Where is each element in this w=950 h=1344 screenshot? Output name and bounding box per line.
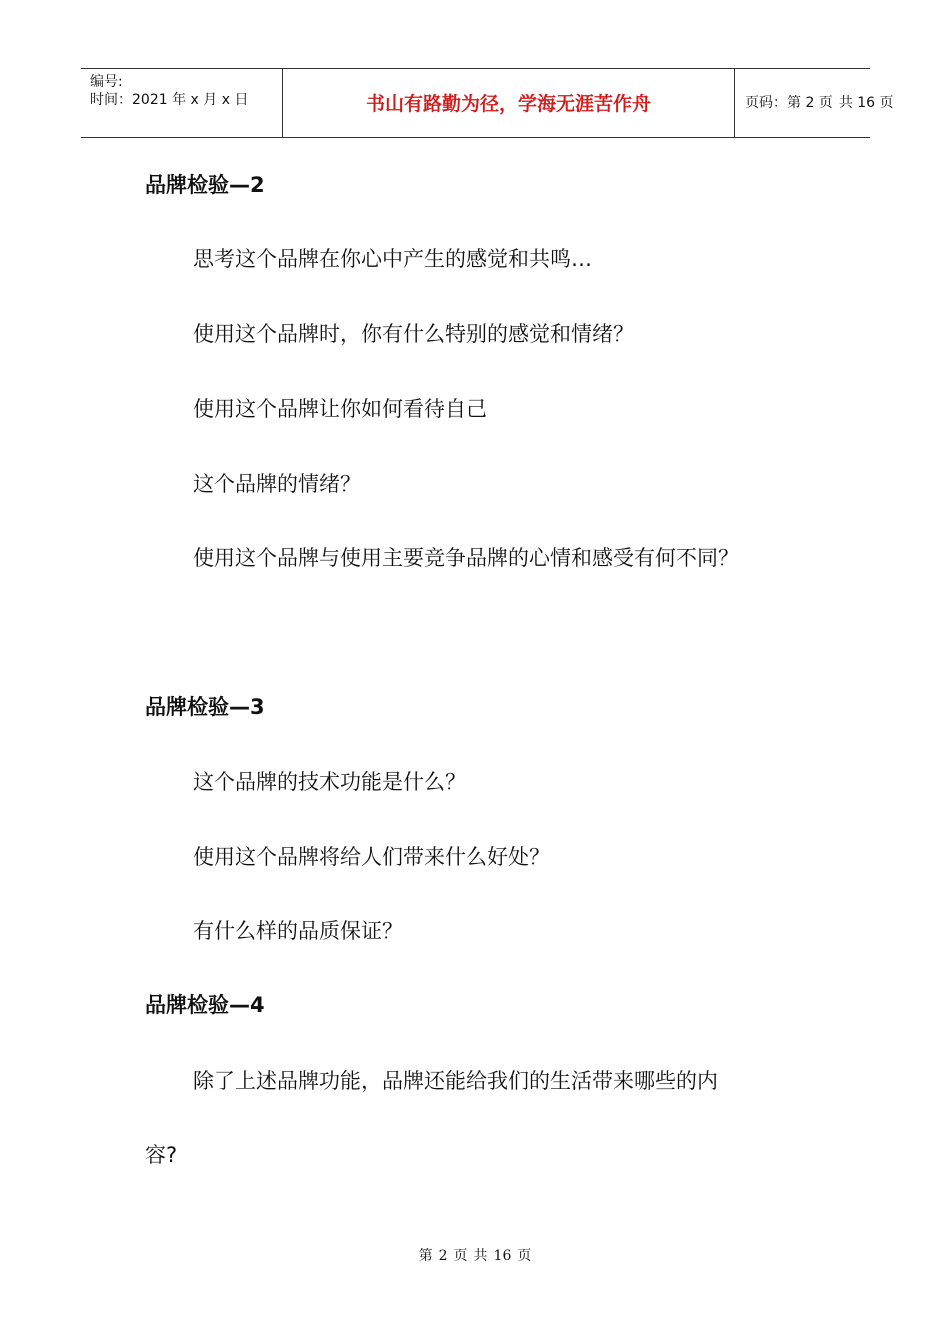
paragraph: 使用这个品牌与使用主要竞争品牌的心情和感受有何不同？ bbox=[193, 546, 739, 570]
section-heading: 品牌检验—2 bbox=[145, 173, 265, 197]
paragraph-continuation: 容? bbox=[145, 1143, 178, 1167]
document-date-label: 时间：2021 年 x 月 x 日 bbox=[90, 92, 249, 108]
footer-page-num: 2 bbox=[438, 1248, 448, 1264]
paragraph: 使用这个品牌时，你有什么特别的感觉和情绪？ bbox=[193, 322, 634, 346]
header-slogan: 书山有路勤为径，学海无涯苦作舟 bbox=[365, 93, 651, 115]
paragraph: 使用这个品牌让你如何看待自己 bbox=[193, 397, 487, 421]
footer-page-prefix: 第 bbox=[418, 1248, 433, 1264]
document-number-label: 编号: bbox=[90, 74, 123, 90]
section-heading: 品牌检验—4 bbox=[145, 993, 265, 1017]
paragraph: 思考这个品牌在你心中产生的感觉和共鸣… bbox=[193, 247, 592, 271]
footer-page-word: 页 bbox=[453, 1248, 468, 1264]
section-heading: 品牌检验—3 bbox=[145, 695, 265, 719]
paragraph: 这个品牌的情绪？ bbox=[193, 472, 361, 496]
page-footer bbox=[0, 1246, 950, 1266]
paragraph: 这个品牌的技术功能是什么？ bbox=[193, 770, 466, 794]
footer-total-prefix: 共 bbox=[473, 1248, 488, 1264]
paragraph: 除了上述品牌功能，品牌还能给我们的生活带来哪些的内 bbox=[193, 1069, 718, 1093]
paragraph: 有什么样的品质保证？ bbox=[193, 919, 403, 943]
header-page-label: 页码：第 2 页 bbox=[745, 95, 833, 111]
footer-total-word: 页 bbox=[517, 1248, 532, 1264]
header-total-label: 共 16 页 bbox=[838, 95, 894, 111]
footer-total-num: 16 bbox=[493, 1248, 512, 1264]
paragraph: 使用这个品牌将给人们带来什么好处？ bbox=[193, 845, 550, 869]
